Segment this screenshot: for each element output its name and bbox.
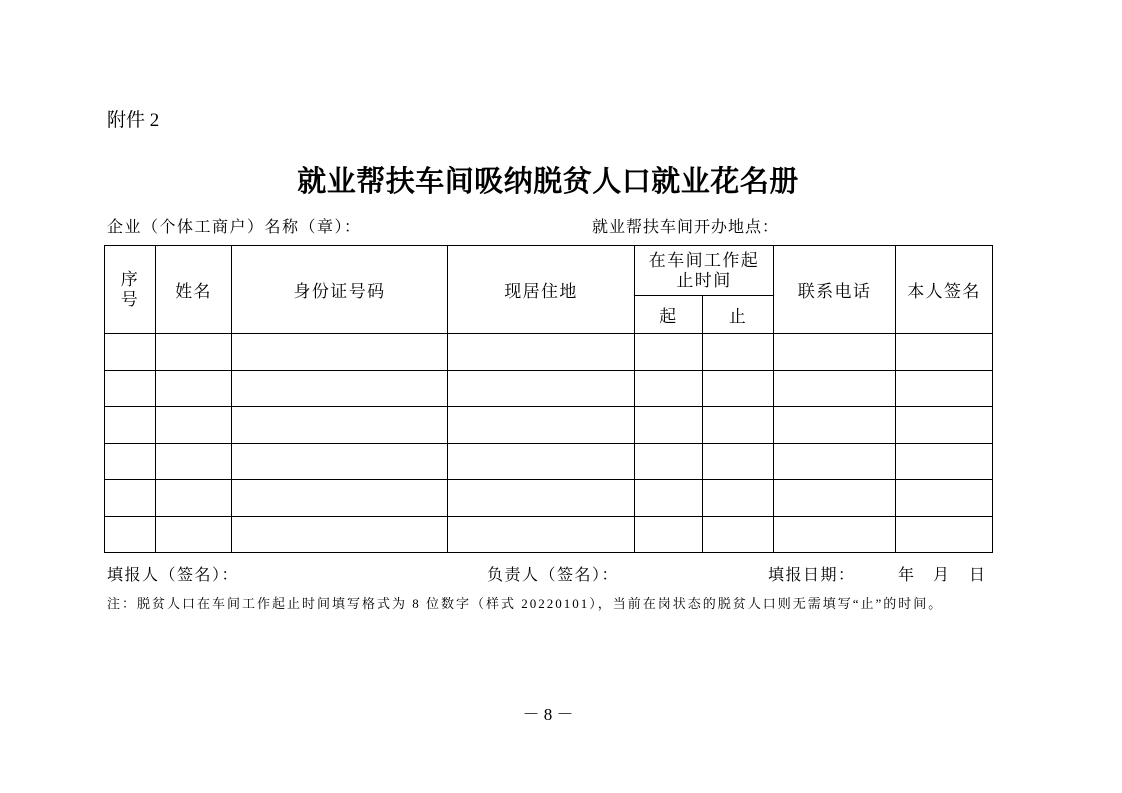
cell-start <box>635 334 703 371</box>
footnote: 注：脱贫人口在车间工作起止时间填写格式为 8 位数字（样式 20220101），当前在岗状态的脱贫人口则无需填写“止”的时间。 <box>107 596 944 611</box>
cell-address <box>448 370 635 407</box>
header-signature: 本人签名 <box>896 246 993 334</box>
header-row-top <box>105 246 993 296</box>
cell-signature <box>896 443 993 480</box>
cell-id-number <box>232 443 448 480</box>
cell-end <box>703 516 774 553</box>
cell-name <box>156 407 232 444</box>
cell-id-number <box>232 407 448 444</box>
header-seq <box>105 246 156 334</box>
header-seq-label: 序号 <box>120 269 140 309</box>
cell-start <box>635 480 703 517</box>
header-address: 现居住地 <box>448 246 635 334</box>
header-name: 姓名 <box>156 246 232 334</box>
header-phone: 联系电话 <box>774 246 896 334</box>
cell-name <box>156 516 232 553</box>
filler-signature-label: 填报人（签名）： <box>107 567 240 584</box>
roster-table <box>104 245 993 553</box>
cell-phone <box>774 407 896 444</box>
month-label: 月 <box>933 567 951 584</box>
cell-name <box>156 443 232 480</box>
cell-name <box>156 480 232 517</box>
cell-address <box>448 480 635 517</box>
page-number: － 8 － <box>522 705 574 724</box>
cell-start <box>635 407 703 444</box>
cell-signature <box>896 516 993 553</box>
cell-seq <box>105 370 156 407</box>
day-label: 日 <box>969 567 987 584</box>
cell-start <box>635 370 703 407</box>
page-number-container <box>104 704 992 726</box>
table-row <box>105 334 993 371</box>
title-container <box>104 163 992 201</box>
fill-date-label: 填报日期： <box>768 567 856 584</box>
cell-phone <box>774 480 896 517</box>
table-body <box>105 334 993 553</box>
cell-start <box>635 443 703 480</box>
enterprise-name-label: 企业（个体工商户）名称（章）： <box>107 219 362 236</box>
cell-id-number <box>232 370 448 407</box>
cell-id-number <box>232 334 448 371</box>
cell-signature <box>896 480 993 517</box>
cell-phone <box>774 516 896 553</box>
cell-end <box>703 370 774 407</box>
year-label: 年 <box>898 567 916 584</box>
header-work-period <box>635 246 774 296</box>
cell-end <box>703 443 774 480</box>
table-header <box>105 246 993 334</box>
cell-name <box>156 334 232 371</box>
header-id-number: 身份证号码 <box>232 246 448 334</box>
cell-end <box>703 334 774 371</box>
cell-address <box>448 516 635 553</box>
cell-end <box>703 480 774 517</box>
table-row <box>105 443 993 480</box>
cell-phone <box>774 334 896 371</box>
page-title: 就业帮扶车间吸纳脱贫人口就业花名册 <box>297 166 799 198</box>
header-work-period-label: 在车间工作起止时间 <box>648 250 760 290</box>
table-row <box>105 407 993 444</box>
header-start: 起 <box>635 296 703 334</box>
cell-address <box>448 443 635 480</box>
table-row <box>105 516 993 553</box>
cell-start <box>635 516 703 553</box>
cell-seq <box>105 334 156 371</box>
cell-address <box>448 334 635 371</box>
cell-signature <box>896 407 993 444</box>
cell-seq <box>105 443 156 480</box>
table-row <box>105 370 993 407</box>
cell-seq <box>105 516 156 553</box>
cell-id-number <box>232 516 448 553</box>
cell-seq <box>105 407 156 444</box>
cell-seq <box>105 480 156 517</box>
cell-signature <box>896 370 993 407</box>
cell-phone <box>774 443 896 480</box>
attachment-label: 附件 2 <box>107 110 160 131</box>
header-end: 止 <box>703 296 774 334</box>
cell-id-number <box>232 480 448 517</box>
cell-name <box>156 370 232 407</box>
responsible-signature-label: 负责人（签名）： <box>487 567 620 584</box>
cell-end <box>703 407 774 444</box>
cell-phone <box>774 370 896 407</box>
cell-address <box>448 407 635 444</box>
table-row <box>105 480 993 517</box>
workshop-location-label: 就业帮扶车间开办地点： <box>592 219 780 236</box>
cell-signature <box>896 334 993 371</box>
